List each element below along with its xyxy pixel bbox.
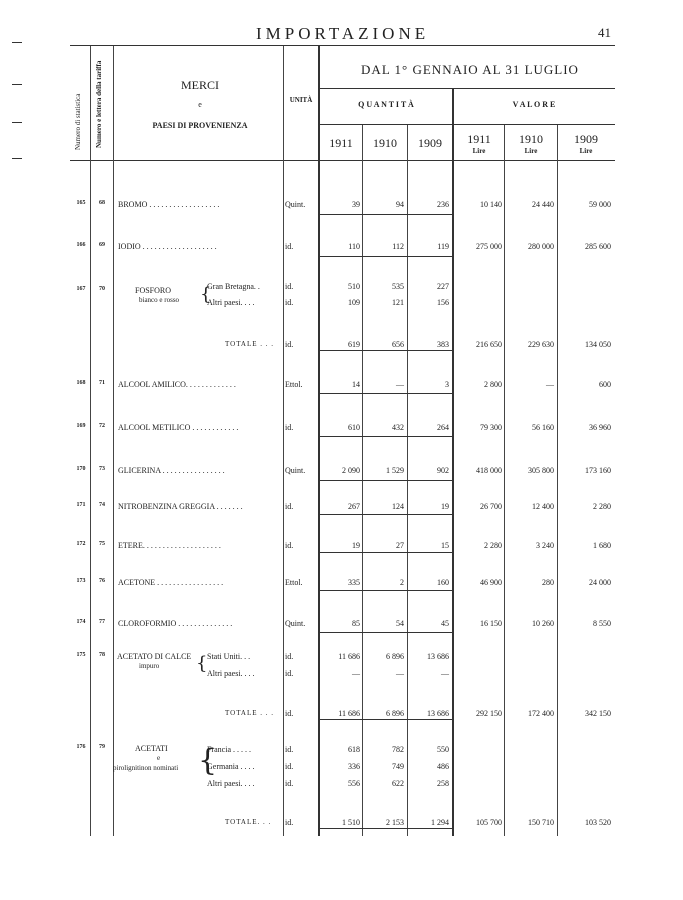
cell-unit: id. <box>285 669 294 678</box>
cell-q1909: 258 <box>437 779 449 788</box>
header-v-1910-lire: Lire <box>524 147 538 155</box>
col-divider-3 <box>283 46 284 836</box>
cell-v1910: 150 710 <box>528 818 554 827</box>
cell-q1909: 19 <box>441 502 449 511</box>
cell-q1909: 550 <box>437 745 449 754</box>
country-name: Gran Bretagna. . <box>207 282 260 291</box>
cell-v1910: 12 400 <box>532 502 554 511</box>
cell-q1911: 85 <box>352 619 360 628</box>
cell-q1910: 6 896 <box>386 709 404 718</box>
cell-v1911: 26 700 <box>480 502 502 511</box>
margin-mark <box>12 122 22 123</box>
cell-unit: id. <box>285 423 294 432</box>
cell-q1909: — <box>441 669 449 678</box>
cell-q1909: 13 686 <box>427 652 449 661</box>
cell-v1910: 305 800 <box>528 466 554 475</box>
col-divider-9 <box>557 124 558 836</box>
cell-q1910: — <box>396 669 404 678</box>
item-name: ACETATO DI CALCE <box>117 652 192 661</box>
row-separator <box>319 719 452 720</box>
cell-v1910: 172 400 <box>528 709 554 718</box>
item-name: ACETATI <box>135 744 168 753</box>
brace-icon: { <box>200 284 212 305</box>
stat-number: 173 <box>76 578 86 584</box>
header-v-1909: 1909 <box>574 132 598 146</box>
cell-q1910: 2 <box>400 578 404 587</box>
cell-q1910: 782 <box>392 745 404 754</box>
margin-mark <box>12 84 22 85</box>
cell-q1911: 619 <box>348 340 360 349</box>
cell-unit: id. <box>285 652 294 661</box>
cell-v1909: 24 000 <box>589 578 611 587</box>
cell-v1910: 229 630 <box>528 340 554 349</box>
brace-icon: { <box>198 743 218 778</box>
page-title: IMPORTAZIONE <box>256 24 430 43</box>
cell-unit: Quint. <box>285 200 306 209</box>
cell-q1911: 336 <box>348 762 360 771</box>
cell-v1911: 10 140 <box>480 200 502 209</box>
cell-v1911: 46 900 <box>480 578 502 587</box>
cell-unit: Ettol. <box>285 578 303 587</box>
cell-q1910: 6 896 <box>386 652 404 661</box>
row-separator <box>319 214 452 215</box>
country-name: Altri paesi. . . . <box>207 298 255 307</box>
cell-q1911: 19 <box>352 541 360 550</box>
item-name: ETERE. . . . . . . . . . . . . . . . . . . . <box>118 541 221 550</box>
margin-mark <box>12 158 22 159</box>
cell-q1910: 622 <box>392 779 404 788</box>
cell-unit: id. <box>285 340 294 349</box>
header-v-1909-lire: Lire <box>579 147 593 155</box>
header-q-1910: 1910 <box>373 136 397 150</box>
cell-q1910: 27 <box>396 541 404 550</box>
cell-v1910: 24 440 <box>532 200 554 209</box>
cell-v1911: 2 800 <box>484 380 502 389</box>
cell-v1911: 79 300 <box>480 423 502 432</box>
row-separator <box>319 480 452 481</box>
cell-q1909: 486 <box>437 762 449 771</box>
header-unita: UNITÀ <box>289 96 313 104</box>
cell-unit: Quint. <box>285 466 306 475</box>
cell-v1909: 1 680 <box>593 541 611 550</box>
cell-q1910: 432 <box>392 423 404 432</box>
country-name: Stati Uniti. . . <box>207 652 251 661</box>
cell-v1911: 216 650 <box>476 340 502 349</box>
total-label: TOTALE . . . <box>225 709 275 717</box>
cell-q1909: 383 <box>437 340 449 349</box>
row-separator <box>319 828 452 829</box>
item-name: NITROBENZINA GREGGIA . . . . . . . <box>118 502 243 511</box>
item-subname: impuro <box>139 662 160 670</box>
item-name: GLICERINA . . . . . . . . . . . . . . . . <box>118 466 225 475</box>
tariff-number: 76 <box>99 578 105 584</box>
cell-v1910: 280 000 <box>528 242 554 251</box>
cell-v1910: 280 <box>542 578 554 587</box>
cell-q1909: 1 294 <box>431 818 449 827</box>
item-name: IODIO . . . . . . . . . . . . . . . . . . . <box>118 242 217 251</box>
row-separator <box>319 552 452 553</box>
cell-q1911: 610 <box>348 423 360 432</box>
stat-number: 167 <box>76 286 86 292</box>
cell-q1909: 156 <box>437 298 449 307</box>
cell-unit: id. <box>285 298 294 307</box>
cell-unit: id. <box>285 242 294 251</box>
cell-q1911: 1 510 <box>342 818 360 827</box>
cell-unit: id. <box>285 502 294 511</box>
header-v-1911: 1911 <box>467 132 491 146</box>
header-valore: V A L O R E <box>512 100 556 109</box>
item-subname: bianco e rosso <box>139 296 180 304</box>
cell-q1909: 3 <box>445 380 449 389</box>
cell-q1909: 160 <box>437 578 449 587</box>
cell-v1909: 103 520 <box>585 818 611 827</box>
stat-number: 172 <box>76 541 86 547</box>
cell-q1910: 535 <box>392 282 404 291</box>
cell-q1911: 110 <box>348 242 360 251</box>
item-name: ALCOOL METILICO . . . . . . . . . . . . <box>118 423 239 432</box>
header-quantita: Q U A N T I T À <box>358 100 414 109</box>
header-bottom-rule <box>70 160 615 161</box>
cell-q1910: — <box>396 380 404 389</box>
col-divider-2 <box>113 46 114 836</box>
margin-mark <box>12 42 22 43</box>
cell-q1911: 39 <box>352 200 360 209</box>
cell-v1910: — <box>546 380 554 389</box>
row-separator <box>319 590 452 591</box>
row-separator <box>319 256 452 257</box>
cell-v1909: 2 280 <box>593 502 611 511</box>
cell-unit: Ettol. <box>285 380 303 389</box>
page-number: 41 <box>598 25 611 40</box>
header-v-1911-lire: Lire <box>472 147 486 155</box>
cell-v1910: 10 260 <box>532 619 554 628</box>
cell-q1910: 94 <box>396 200 404 209</box>
tariff-number: 75 <box>99 541 105 547</box>
cell-v1911: 105 700 <box>476 818 502 827</box>
tariff-number: 74 <box>99 502 105 508</box>
cell-v1909: 134 050 <box>585 340 611 349</box>
cell-q1910: 124 <box>392 502 404 511</box>
item-name: BROMO . . . . . . . . . . . . . . . . . . <box>118 200 220 209</box>
tariff-number: 68 <box>99 200 105 206</box>
row-separator <box>319 350 452 351</box>
item-name: FOSFORO <box>135 286 172 295</box>
cell-v1909: 59 000 <box>589 200 611 209</box>
tariff-number: 78 <box>99 652 105 658</box>
cell-q1910: 54 <box>396 619 404 628</box>
cell-v1910: 56 160 <box>532 423 554 432</box>
row-separator <box>319 436 452 437</box>
cell-q1911: 109 <box>348 298 360 307</box>
tariff-number: 70 <box>99 286 105 292</box>
header-stat-number: Numero di statistica <box>74 93 82 150</box>
cell-v1909: 8 550 <box>593 619 611 628</box>
cell-q1909: 119 <box>437 242 449 251</box>
cell-q1910: 1 529 <box>386 466 404 475</box>
cell-v1911: 418 000 <box>476 466 502 475</box>
cell-v1909: 173 160 <box>585 466 611 475</box>
tariff-number: 69 <box>99 242 105 248</box>
cell-q1911: 556 <box>348 779 360 788</box>
cell-q1911: 2 090 <box>342 466 360 475</box>
cell-q1910: 121 <box>392 298 404 307</box>
cell-v1909: 285 600 <box>585 242 611 251</box>
cell-v1911: 275 000 <box>476 242 502 251</box>
cell-v1909: 36 960 <box>589 423 611 432</box>
item-subname: e <box>157 754 161 762</box>
item-name: ACETONE . . . . . . . . . . . . . . . . . <box>118 578 224 587</box>
item-name: CLOROFORMIO . . . . . . . . . . . . . . <box>118 619 233 628</box>
header-q-1911: 1911 <box>329 136 353 150</box>
row-separator <box>319 393 452 394</box>
row-separator <box>319 632 452 633</box>
stat-number: 171 <box>76 502 86 508</box>
country-name: Altri paesi. . . . <box>207 779 255 788</box>
cell-v1909: 600 <box>599 380 611 389</box>
period-rule <box>319 88 615 89</box>
cell-unit: id. <box>285 709 294 718</box>
header-merci-e: e <box>198 100 202 109</box>
col-divider-8 <box>504 124 505 836</box>
col-divider-1 <box>90 46 91 836</box>
cell-q1911: — <box>352 669 360 678</box>
cell-unit: id. <box>285 818 294 827</box>
country-name: Francia . . . . . <box>207 745 251 754</box>
cell-unit: id. <box>285 282 294 291</box>
cell-q1909: 264 <box>437 423 449 432</box>
tariff-number: 72 <box>99 423 105 429</box>
cell-v1911: 2 280 <box>484 541 502 550</box>
cell-q1910: 656 <box>392 340 404 349</box>
header-paesi: PAESI DI PROVENIENZA <box>152 121 248 130</box>
row-separator <box>319 514 452 515</box>
item-subname: pirolignitinon nominati <box>113 764 179 772</box>
cell-unit: id. <box>285 779 294 788</box>
cell-q1911: 267 <box>348 502 360 511</box>
stat-number: 169 <box>76 423 86 429</box>
total-label: TOTALE. . . <box>225 818 272 826</box>
cell-q1910: 112 <box>392 242 404 251</box>
cell-v1911: 292 150 <box>476 709 502 718</box>
cell-q1911: 11 686 <box>338 652 360 661</box>
cell-q1911: 510 <box>348 282 360 291</box>
tariff-number: 73 <box>99 466 105 472</box>
cell-q1910: 2 153 <box>386 818 404 827</box>
top-rule <box>70 45 615 46</box>
years-rule <box>319 124 615 125</box>
header-q-1909: 1909 <box>418 136 442 150</box>
cell-unit: id. <box>285 745 294 754</box>
stat-number: 165 <box>76 200 86 206</box>
cell-unit: id. <box>285 541 294 550</box>
cell-q1909: 902 <box>437 466 449 475</box>
stat-number: 175 <box>76 652 86 658</box>
cell-q1909: 227 <box>437 282 449 291</box>
stat-number: 170 <box>76 466 86 472</box>
cell-q1909: 13 686 <box>427 709 449 718</box>
tariff-number: 71 <box>99 380 105 386</box>
stat-number: 166 <box>76 242 86 248</box>
cell-q1909: 15 <box>441 541 449 550</box>
header-tariff-number: Numero e lettera della tariffa <box>95 60 103 148</box>
item-name: ALCOOL AMILICO. . . . . . . . . . . . . <box>118 380 236 389</box>
stat-number: 176 <box>76 744 86 750</box>
cell-q1911: 335 <box>348 578 360 587</box>
header-v-1910: 1910 <box>519 132 543 146</box>
cell-q1911: 14 <box>352 380 360 389</box>
stat-number: 174 <box>76 619 86 625</box>
cell-q1910: 749 <box>392 762 404 771</box>
header-merci: MERCI <box>180 78 219 92</box>
cell-unit: Quint. <box>285 619 306 628</box>
tariff-number: 79 <box>99 744 105 750</box>
tariff-number: 77 <box>99 619 105 625</box>
cell-q1911: 11 686 <box>338 709 360 718</box>
cell-v1910: 3 240 <box>536 541 554 550</box>
stat-number: 168 <box>76 380 86 386</box>
cell-v1911: 16 150 <box>480 619 502 628</box>
brace-icon: { <box>196 653 208 674</box>
cell-unit: id. <box>285 762 294 771</box>
country-name: Altri paesi. . . . <box>207 669 255 678</box>
cell-q1911: 618 <box>348 745 360 754</box>
cell-v1909: 342 150 <box>585 709 611 718</box>
header-period: DAL 1° GENNAIO AL 31 LUGLIO <box>361 62 579 77</box>
cell-q1909: 45 <box>441 619 449 628</box>
country-name: Germania . . . . <box>207 762 255 771</box>
cell-q1909: 236 <box>437 200 449 209</box>
total-label: TOTALE . . . <box>225 340 275 348</box>
